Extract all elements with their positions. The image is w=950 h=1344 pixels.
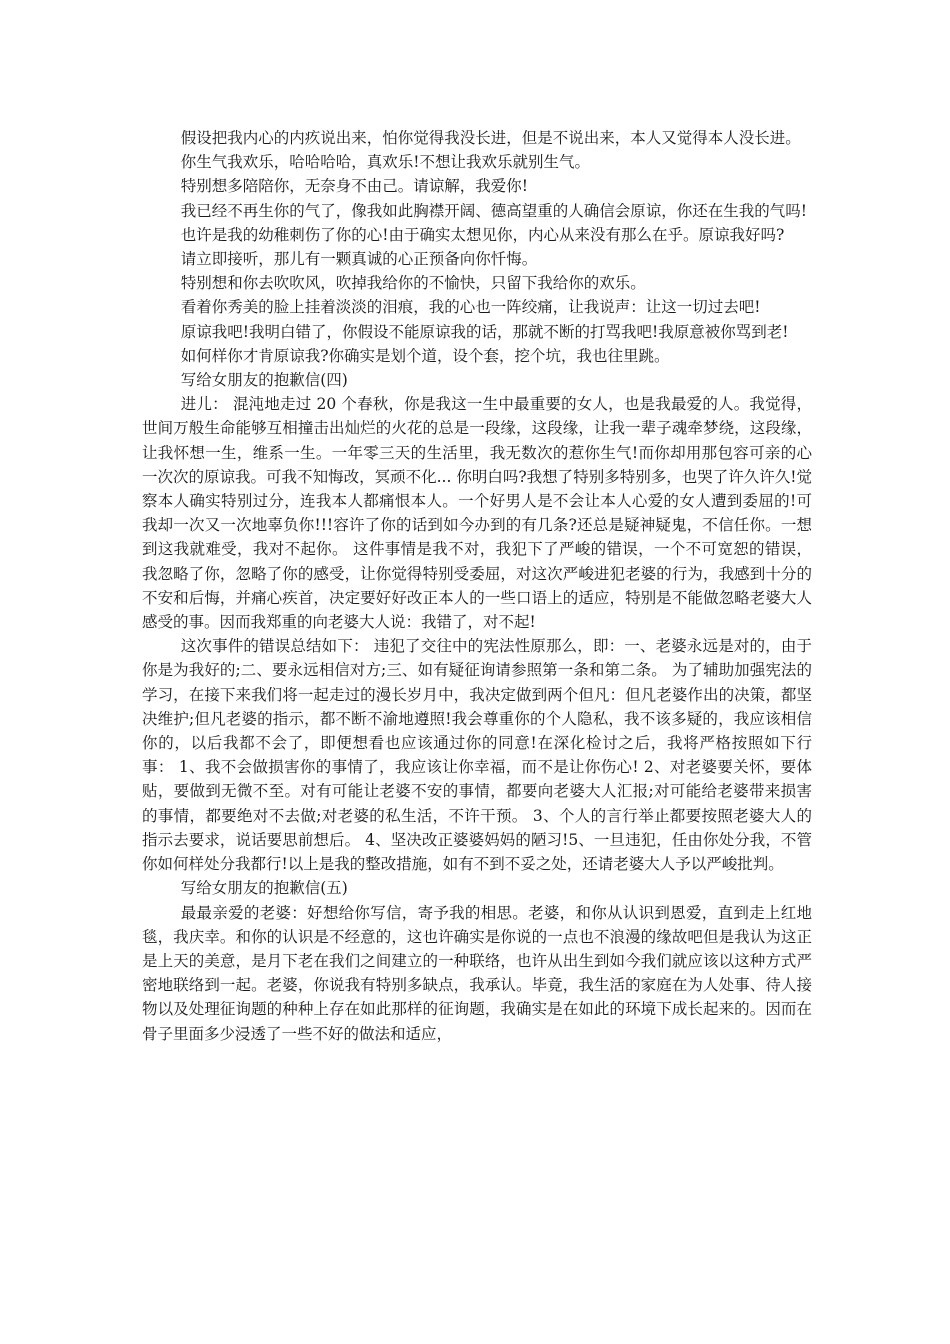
paragraph: 你生气我欢乐，哈哈哈哈，真欢乐!不想让我欢乐就别生气。	[180, 153, 590, 172]
paragraph: 特别想和你去吹吹风，吹掉我给你的不愉快，只留下我给你的欢乐。	[180, 274, 646, 293]
paragraph: 特别想多陪陪你，无奈身不由己。请谅解，我爱你!	[180, 177, 528, 196]
section-heading-letter-5: 写给女朋友的抱歉信(五)	[180, 879, 348, 898]
paragraph: 这次事件的错误总结如下： 违犯了交往中的宪法性原那么，即：一、老婆永远是对的，由于你是为我好的;二、要永远相信对方;三、如有疑征询请参照第一条和第二条。 为了辅助加强宪法的学习，在接下来我们将一起走过的漫长岁月中，我决定做到两个但凡：但凡老婆作出的决策，都坚决维护;但凡老婆的指示，都不断不渝地遵照!我会尊重你的个人隐私，我不该多疑的，我应该相信你的，以后我都不会了，即便想看也应该通过你的同意!在深化检讨之后，我将严格按照如下行事： 1、我不会做损害你的事情了，我应该让你幸福，而不是让你伤心! 2、对老婆要关怀，要体贴，要做到无微不至。对有可能让老婆不安的事情，都要向老婆大人汇报;对可能给老婆带来损害的事情，都要绝对不去做;对老婆的私生活，不许干预。 3、个人的言行举止都要按照老婆大人的指示去要求，说话要思前想后。 4、坚决改正婆婆妈妈的陋习!5、一旦违犯，任由你处分我，不管你如何样处分我都行!以上是我的整改措施，如有不到不妥之处，还请老婆大人予以严峻批判。	[142, 637, 812, 874]
paragraph: 最最亲爱的老婆：好想给你写信，寄予我的相思。老婆，和你从认识到恩爱，直到走上红地毯，我庆幸。和你的认识是不经意的，这也许确实是你说的一点也不浪漫的缘故吧但是我认为这正是上天的美意，是月下老在我们之间建立的一种联络，也许从出生到如今我们就应该以这种方式严密地联络到一起。老婆，你说我有特别多缺点，我承认。毕竟，我生活的家庭在为人处事、待人接物以及处理征询题的种种上存在如此那样的征询题，我确实是在如此的环境下成长起来的。因而在骨子里面多少浸透了一些不好的做法和适应，	[142, 903, 812, 1043]
paragraph: 如何样你才肯原谅我?你确实是划个道，设个套，挖个坑，我也往里跳。	[180, 346, 670, 365]
paragraph: 假设把我内心的内疚说出来，怕你觉得我没长进，但是不说出来，本人又觉得本人没长进。	[180, 129, 801, 147]
paragraph: 看着你秀美的脸上挂着淡淡的泪痕，我的心也一阵绞痛，让我说声：让这一切过去吧!	[180, 298, 761, 317]
paragraph: 我已经不再生你的气了，像我如此胸襟开阔、德高望重的人确信会原谅，你还在生我的气吗!	[180, 201, 807, 220]
paragraph: 原谅我吧!我明白错了，你假设不能原谅我的话，那就不断的打骂我吧!我原意被你骂到老!	[180, 322, 789, 341]
paragraph: 请立即接听，那儿有一颗真诚的心正预备向你忏悔。	[180, 250, 538, 269]
paragraph: 进儿： 混沌地走过 20 个春秋，你是我这一生中最重要的女人，也是我最爱的人。我觉得，世间万般生命能够互相撞击出灿烂的火花的总是一段缘，这段缘，让我一辈子魂牵梦绕，这段缘，让我怀想一生，维系一生。一年零三天的生活里，我无数次的惹你生气!而你却用那包容可亲的心一次次的原谅我。可我不知悔改，冥顽不化... 你明白吗?我想了特别多特别多，也哭了许久许久!觉察本人确实特别过分，连我本人都痛恨本人。一个好男人是不会让本人心爱的女人遭到委屈的!可我却一次又一次地辜负你!!!容许了你的话到如今办到的有几条?还总是疑神疑鬼，不信任你。一想到这我就难受，我对不起你。 这件事情是我不对，我犯下了严峻的错误，一个不可宽恕的错误，我忽略了你，忽略了你的感受，让你觉得特别受委屈，对这次严峻进犯老婆的行为，我感到十分的不安和后悔，并痛心疾首，决定要好好改正本人的一些口语上的适应，特别是不能做忽略老婆大人感受的事。因而我郑重的向老婆大人说：我错了，对不起!	[142, 395, 812, 632]
paragraph: 也许是我的幼稚刺伤了你的心!由于确实太想见你，内心从来没有那么在乎。原谅我好吗?	[180, 225, 785, 244]
section-heading-letter-4: 写给女朋友的抱歉信(四)	[180, 371, 348, 390]
document-body	[142, 126, 812, 1046]
